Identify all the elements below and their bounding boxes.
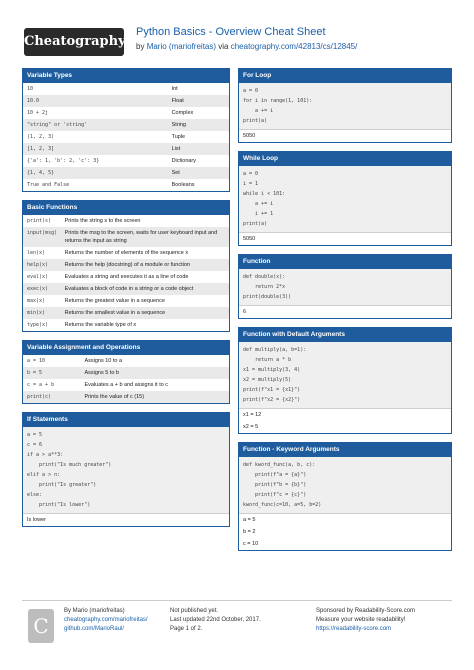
table-row <box>23 155 229 167</box>
code-cell: {'a': 1, 'b': 2, 'c': 3} <box>27 158 100 164</box>
section-title: While Loop <box>239 152 451 166</box>
table-row <box>23 95 229 107</box>
for-loop-section <box>238 68 452 143</box>
type-cell: Set <box>171 170 180 176</box>
type-cell: Dictionary <box>171 158 197 164</box>
table-row <box>23 227 229 247</box>
code-cell: "string" or 'string' <box>27 122 88 128</box>
right-column <box>238 68 452 559</box>
table-row <box>23 83 229 95</box>
footer-link-github[interactable]: github.com/MarioRaul/ <box>64 626 125 632</box>
table-row <box>23 367 229 379</box>
section-title: Function <box>239 255 451 269</box>
code-cell: [1, 2, 3] <box>27 146 55 152</box>
footer-sponsor-link[interactable]: https://readability-score.com <box>316 626 392 632</box>
section-title: For Loop <box>239 69 451 83</box>
table-row <box>23 119 229 131</box>
table-row <box>23 247 229 259</box>
cheatography-logo[interactable]: Cheatography <box>24 28 124 56</box>
by-text: by <box>136 42 145 51</box>
desc-cell: Prints the msg to the screen, waits for user keyboard input and returns the input as string <box>64 230 218 244</box>
output-text: a = 5 <box>239 513 451 526</box>
section-title: Function with Default Arguments <box>239 328 451 342</box>
code-cell: c = a + b <box>27 382 55 388</box>
output-text: x2 = 5 <box>243 424 259 430</box>
type-cell: String <box>171 122 186 128</box>
footer <box>22 600 452 662</box>
function-section <box>238 254 452 319</box>
footer-published: Not published yet. <box>170 608 219 614</box>
type-cell: Complex <box>171 110 194 116</box>
variable-types-rows <box>23 83 229 191</box>
code-cell: print(s) <box>27 218 52 224</box>
section-title: Variable Assignment and Operations <box>23 341 229 355</box>
while-loop-section <box>238 151 452 246</box>
code-block: a = 0 i = 1 while i < 101: a += i i += 1 print(a) <box>239 166 451 232</box>
type-cell: Float <box>171 98 184 104</box>
table-row <box>23 259 229 271</box>
type-cell: Booleans <box>171 182 195 188</box>
code-cell: 10 <box>27 86 34 92</box>
table-row <box>23 307 229 319</box>
assignment-section <box>22 340 230 404</box>
table-row <box>23 131 229 143</box>
code-cell: 10.0 <box>27 98 40 104</box>
assignment-rows <box>23 355 229 403</box>
desc-cell: Assigns 5 to b <box>84 370 119 376</box>
desc-cell: Returns the number of elements of the sequence x <box>64 250 189 256</box>
footer-measure: Measure your website readability! <box>316 617 406 623</box>
table-row <box>23 319 229 331</box>
output-text: Is lower <box>23 513 229 526</box>
sheet-url-link[interactable]: cheatography.com/42813/cs/12845/ <box>230 42 358 51</box>
desc-cell: Evaluates a + b and assigns it to c <box>84 382 169 388</box>
desc-cell: Evaluates a string and executes it as a line of code <box>64 274 189 280</box>
table-row <box>23 143 229 155</box>
footer-sponsor: Sponsored by Readability-Score.com <box>316 608 416 614</box>
code-cell: eval(x) <box>27 274 49 280</box>
left-column <box>22 68 230 535</box>
author-link[interactable]: Mario (mariofreitas) <box>146 42 217 51</box>
footer-page: Page 1 of 2. <box>170 626 203 632</box>
output-text: b = 2 <box>243 529 256 535</box>
section-title: If Statements <box>23 413 229 427</box>
footer-author-block <box>64 607 148 634</box>
code-cell: print(c) <box>27 394 52 400</box>
desc-cell: Returns the greatest value in a sequence <box>64 298 165 304</box>
desc-cell: Returns the help (docstring) of a module or function <box>64 262 190 268</box>
desc-cell: Prints the value of c (15) <box>84 394 145 400</box>
table-row <box>23 355 229 367</box>
section-title: Basic Functions <box>23 201 229 215</box>
table-row <box>23 167 229 179</box>
output-text: x1 = 12 <box>239 408 451 421</box>
footer-by: By Mario (mariofreitas) <box>64 608 125 614</box>
output-text: 6 <box>239 305 451 318</box>
cheatography-c-logo-icon: C <box>28 609 54 643</box>
footer-sponsor-block <box>316 607 415 634</box>
function-defaults-section <box>238 327 452 434</box>
output-text: 5050 <box>239 232 451 245</box>
basic-functions-section <box>22 200 230 332</box>
type-cell: Int <box>171 86 178 92</box>
table-row <box>23 379 229 391</box>
table-row <box>23 107 229 119</box>
section-title: Function - Keyword Arguments <box>239 443 451 457</box>
code-cell: 10 + 2j <box>27 110 49 116</box>
code-block: a = 5 c = 6 if a > a**3: print("Is much greater") elif a > n: print("Is greater") else: print("Is lower") <box>23 427 229 513</box>
footer-publish-block <box>170 607 261 634</box>
variable-types-section <box>22 68 230 192</box>
via-text: via <box>218 42 229 51</box>
page-subtitle <box>136 42 357 51</box>
table-row <box>23 295 229 307</box>
page-title: Python Basics - Overview Cheat Sheet <box>136 26 326 38</box>
basic-functions-rows <box>23 215 229 331</box>
desc-cell: Returns the variable type of x <box>64 322 137 328</box>
type-cell: Tuple <box>171 134 186 140</box>
table-row <box>23 283 229 295</box>
desc-cell: Assigns 10 to a <box>84 358 123 364</box>
code-cell: len(x) <box>27 250 46 256</box>
code-block: a = 0 for i in range(1, 101): a += i print(a) <box>239 83 451 129</box>
output-text: 5050 <box>239 129 451 142</box>
code-cell: b = 5 <box>27 370 43 376</box>
code-cell: a = 10 <box>27 358 46 364</box>
desc-cell: Prints the string s to the screen <box>64 218 141 224</box>
code-cell: min(x) <box>27 310 46 316</box>
code-cell: type(x) <box>27 322 49 328</box>
table-row <box>23 391 229 403</box>
code-cell: max(x) <box>27 298 46 304</box>
function-keyword-section <box>238 442 452 551</box>
code-cell: help(x) <box>27 262 49 268</box>
footer-updated: Last updated 22nd October, 2017. <box>170 617 261 623</box>
footer-link-cheatography[interactable]: cheatography.com/mariofreitas/ <box>64 617 148 623</box>
code-cell: True and False <box>27 182 70 188</box>
table-row <box>23 215 229 227</box>
type-cell: List <box>171 146 181 152</box>
output-text: c = 10 <box>243 541 259 547</box>
header <box>0 0 474 62</box>
code-cell: input(msg) <box>27 230 58 236</box>
code-block: def multiply(a, b=1): return a * b x1 = multiply(3, 4) x2 = multiply(5) print(f"x1 = {x1}") print(f"x2 = {x2}") <box>239 342 451 408</box>
desc-cell: Returns the smallest value in a sequence <box>64 310 166 316</box>
code-cell: exec(x) <box>27 286 49 292</box>
if-statements-section <box>22 412 230 527</box>
code-block: def kword_func(a, b, c): print(f"a = {a}") print(f"b = {b}") print(f"c = {c}") kword_func(c=10, a=5, b=2) <box>239 457 451 513</box>
section-title: Variable Types <box>23 69 229 83</box>
table-row <box>23 179 229 191</box>
code-cell: (1, 2, 3) <box>27 134 55 140</box>
code-cell: {1, 4, 5} <box>27 170 55 176</box>
table-row <box>23 271 229 283</box>
desc-cell: Evaluates a block of code in a string or a code object <box>64 286 194 292</box>
code-block: def double(x): return 2*x print(double(3)) <box>239 269 451 305</box>
